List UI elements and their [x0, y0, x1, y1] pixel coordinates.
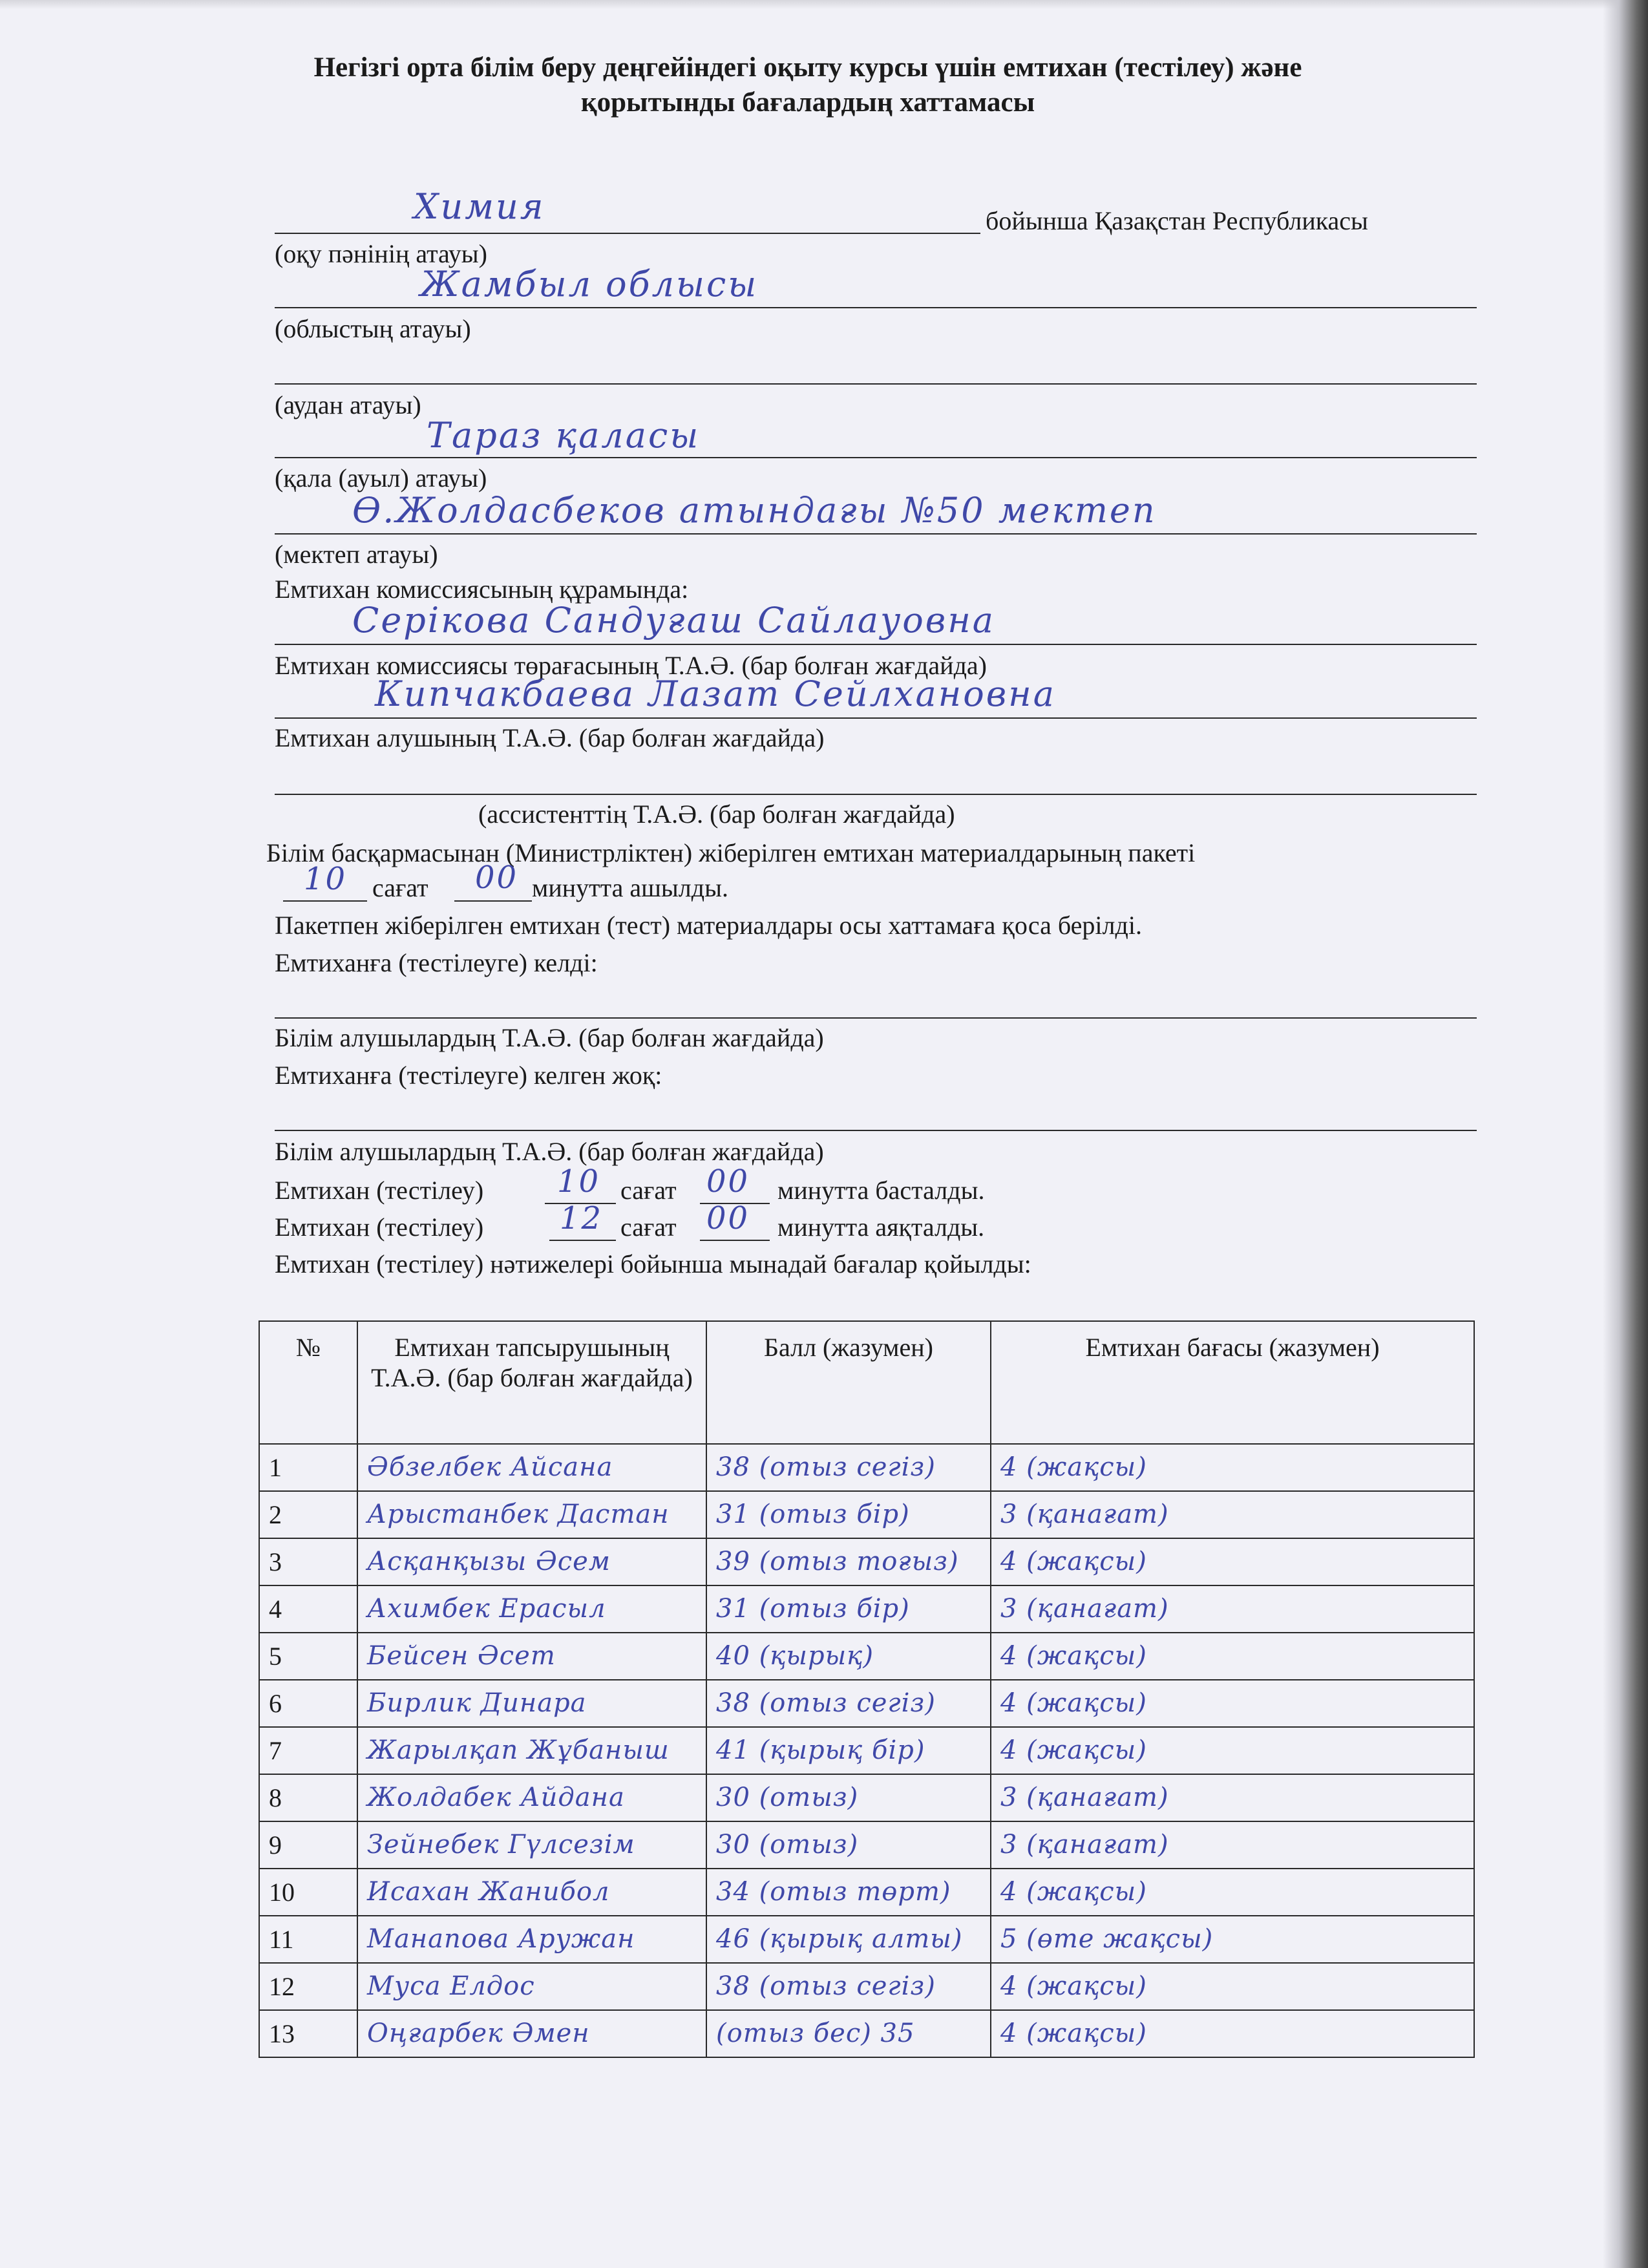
chair-field[interactable]: Серікова Сандуғаш Сайлауовна — [352, 600, 995, 641]
score-cell[interactable] — [706, 1821, 991, 1869]
city-caption: (қала (ауыл) атауы) — [275, 463, 487, 493]
absent-label: Емтиханға (тестілеуге) келген жоқ: — [275, 1061, 662, 1090]
score-text: 39 (отыз тоғыз) — [716, 1547, 959, 1576]
score-cell[interactable] — [706, 1491, 991, 1538]
table-row — [259, 1680, 1474, 1727]
subject-field[interactable]: Химия — [414, 186, 545, 227]
score-cell[interactable] — [706, 1869, 991, 1916]
score-cell[interactable] — [706, 1633, 991, 1680]
score-text: 30 (отыз) — [716, 1783, 859, 1812]
grade-cell[interactable] — [991, 1916, 1474, 1963]
student-name-cell[interactable] — [357, 1727, 706, 1774]
table-row — [259, 1538, 1474, 1585]
row-number: 9 — [259, 1821, 357, 1869]
col-header-score: Балл (жазумен) — [706, 1321, 991, 1444]
package-minute-label: минутта ашылды. — [532, 873, 728, 902]
row-number: 8 — [259, 1774, 357, 1821]
district-underline — [275, 383, 1477, 385]
score-text: 38 (отыз сегіз) — [716, 1971, 936, 2001]
col-header-name: Емтихан тапсырушының Т.А.Ә. (бар болған жағдайда) — [357, 1321, 706, 1444]
row-number: 2 — [259, 1491, 357, 1538]
examiner-field[interactable]: Кипчакбаева Лазат Сейлхановна — [375, 673, 1056, 714]
package-text: Білім басқармасынан (Министрліктен) жіберілген емтихан материалдарының пакеті — [266, 838, 1196, 867]
package-hour-label: сағат — [372, 873, 428, 902]
commission-label: Емтихан комиссиясының құрамында: — [275, 575, 689, 604]
student-name-text: Жолдабек Айдана — [367, 1783, 625, 1812]
score-cell[interactable] — [706, 1585, 991, 1633]
score-cell[interactable] — [706, 1774, 991, 1821]
score-text: 46 (қырық алты) — [716, 1924, 963, 1954]
results-table-header — [259, 1321, 1474, 1444]
results-intro: Емтихан (тестілеу) нәтижелері бойынша мынадай бағалар қойылды: — [275, 1249, 1031, 1278]
absent-underline — [275, 1130, 1477, 1131]
package-hour-underline — [283, 900, 367, 902]
grade-cell[interactable] — [991, 1538, 1474, 1585]
package-minute-underline — [454, 900, 532, 902]
col-header-number: № — [259, 1321, 357, 1444]
scan-top-edge — [0, 0, 1648, 9]
student-name-text: Бирлик Динара — [367, 1688, 587, 1718]
student-name-text: Муса Елдос — [367, 1971, 535, 2001]
results-table — [259, 1320, 1475, 2058]
student-name-text: Исахан Жанибол — [367, 1877, 610, 1907]
grade-cell[interactable] — [991, 1633, 1474, 1680]
region-underline — [275, 307, 1477, 308]
city-field[interactable]: Тараз қаласы — [427, 415, 701, 456]
table-row — [259, 1821, 1474, 1869]
row-number: 5 — [259, 1633, 357, 1680]
grade-cell[interactable] — [991, 2010, 1474, 2057]
grade-text: 4 (жақсы) — [1000, 2019, 1147, 2048]
student-name-text: Зейнебек Гүлсезім — [367, 1830, 635, 1860]
city-underline — [275, 457, 1477, 458]
table-row — [259, 1491, 1474, 1538]
score-text: 40 (қырық) — [716, 1641, 874, 1671]
row-number: 1 — [259, 1444, 357, 1491]
row-number: 7 — [259, 1727, 357, 1774]
score-text: 41 (қырық бір) — [716, 1735, 925, 1765]
table-row — [259, 1774, 1474, 1821]
subject-caption: (оқу пәнінің атауы) — [275, 239, 487, 268]
chair-caption: Емтихан комиссиясы төрағасының Т.А.Ә. (бар болған жағдайда) — [275, 651, 987, 680]
grade-cell[interactable] — [991, 1774, 1474, 1821]
student-name-text: Арыстанбек Дастан — [367, 1500, 670, 1529]
student-name-cell[interactable] — [357, 1633, 706, 1680]
end-min-underline — [700, 1240, 770, 1241]
student-name-cell[interactable] — [357, 2010, 706, 2057]
student-name-cell[interactable] — [357, 1585, 706, 1633]
col-header-grade: Емтихан бағасы (жазумен) — [991, 1321, 1474, 1444]
grade-text: 4 (жақсы) — [1000, 1735, 1147, 1765]
score-text: 34 (отыз төрт) — [716, 1877, 951, 1907]
start-hour-label: сағат — [620, 1176, 677, 1205]
grade-text: 4 (жақсы) — [1000, 1688, 1147, 1718]
student-name-text: Әбзелбек Айсана — [367, 1452, 613, 1482]
package-minute-field[interactable]: 00 — [475, 860, 519, 896]
table-row — [259, 1916, 1474, 1963]
table-row — [259, 2010, 1474, 2057]
score-text: 30 (отыз) — [716, 1830, 859, 1860]
student-name-cell[interactable] — [357, 1963, 706, 2010]
results-table-body — [259, 1444, 1474, 2057]
title-line-2: қорытынды бағалардың хаттамасы — [580, 87, 1035, 118]
grade-text: 4 (жақсы) — [1000, 1452, 1147, 1482]
score-cell[interactable] — [706, 1727, 991, 1774]
student-name-text: Оңғарбек Әмен — [367, 2019, 590, 2048]
grade-text: 4 (жақсы) — [1000, 1641, 1147, 1671]
grade-text: 4 (жақсы) — [1000, 1971, 1147, 2001]
score-cell[interactable] — [706, 1444, 991, 1491]
score-cell[interactable] — [706, 1680, 991, 1727]
came-caption: Білім алушылардың Т.А.Ә. (бар болған жағдайда) — [275, 1023, 824, 1052]
table-row — [259, 1444, 1474, 1491]
score-cell[interactable] — [706, 1538, 991, 1585]
grade-cell[interactable] — [991, 1727, 1474, 1774]
start-min-field[interactable]: 00 — [706, 1163, 750, 1200]
student-name-cell[interactable] — [357, 1869, 706, 1916]
row-number: 4 — [259, 1585, 357, 1633]
came-underline — [275, 1017, 1477, 1019]
row-number: 13 — [259, 2010, 357, 2057]
end-suffix: минутта аяқталды. — [777, 1213, 985, 1242]
grade-cell[interactable] — [991, 1963, 1474, 2010]
school-field[interactable]: Ө.Жолдасбеков атындағы №50 мектеп — [352, 490, 1157, 531]
grade-text: 5 (өте жақсы) — [1000, 1924, 1214, 1954]
region-caption: (облыстың атауы) — [275, 314, 471, 343]
grade-cell[interactable] — [991, 1491, 1474, 1538]
end-prefix: Емтихан (тестілеу) — [275, 1213, 484, 1242]
score-text: 38 (отыз сегіз) — [716, 1452, 936, 1482]
grade-text: 3 (қанағат) — [1000, 1594, 1169, 1624]
student-name-cell[interactable] — [357, 1821, 706, 1869]
absent-caption: Білім алушылардың Т.А.Ә. (бар болған жағдайда) — [275, 1137, 824, 1166]
grade-cell[interactable] — [991, 1680, 1474, 1727]
subject-suffix: бойынша Қазақстан Республикасы — [986, 206, 1368, 235]
student-name-text: Асқанқызы Әсем — [367, 1547, 611, 1576]
score-cell[interactable] — [706, 1916, 991, 1963]
school-caption: (мектеп атауы) — [275, 540, 438, 569]
start-prefix: Емтихан (тестілеу) — [275, 1176, 484, 1205]
student-name-cell[interactable] — [357, 1916, 706, 1963]
district-caption: (аудан атауы) — [275, 390, 421, 419]
student-name-cell[interactable] — [357, 1774, 706, 1821]
title-line-1: Негізгі орта білім беру деңгейіндегі оқыту курсы үшін емтихан (тестілеу) және — [313, 52, 1302, 83]
table-row — [259, 1633, 1474, 1680]
package-attached-text: Пакетпен жіберілген емтихан (тест) материалдары осы хаттамаға қоса берілді. — [275, 911, 1142, 940]
start-suffix: минутта басталды. — [777, 1176, 985, 1205]
student-name-cell[interactable] — [357, 1491, 706, 1538]
end-min-field[interactable]: 00 — [706, 1200, 750, 1236]
grade-cell[interactable] — [991, 1869, 1474, 1916]
grade-cell[interactable] — [991, 1821, 1474, 1869]
row-number: 11 — [259, 1916, 357, 1963]
end-hour-underline — [549, 1240, 616, 1241]
assistant-caption: (ассистенттің Т.А.Ә. (бар болған жағдайда) — [478, 800, 955, 829]
examiner-caption: Емтихан алушының Т.А.Ә. (бар болған жағдайда) — [275, 723, 825, 752]
grade-cell[interactable] — [991, 1444, 1474, 1491]
row-number: 3 — [259, 1538, 357, 1585]
table-row — [259, 1869, 1474, 1916]
school-underline — [275, 533, 1477, 535]
grade-text: 3 (қанағат) — [1000, 1830, 1169, 1860]
row-number: 12 — [259, 1963, 357, 2010]
score-text: 31 (отыз бір) — [716, 1594, 910, 1624]
scan-right-edge — [1603, 0, 1648, 2268]
came-label: Емтиханға (тестілеуге) келді: — [275, 948, 598, 977]
chair-underline — [275, 644, 1477, 645]
student-name-text: Жарылқап Жұбаныш — [367, 1735, 670, 1765]
student-name-text: Манапова Аружан — [367, 1924, 635, 1954]
start-hour-field[interactable]: 10 — [557, 1163, 601, 1200]
student-name-cell[interactable] — [357, 1444, 706, 1491]
assistant-underline — [275, 794, 1477, 795]
score-cell[interactable] — [706, 1963, 991, 2010]
end-hour-label: сағат — [620, 1213, 677, 1242]
score-text: 31 (отыз бір) — [716, 1500, 910, 1529]
package-hour-field[interactable]: 10 — [304, 861, 348, 897]
score-text: 38 (отыз сегіз) — [716, 1688, 936, 1718]
end-hour-field[interactable]: 12 — [560, 1200, 604, 1236]
examiner-underline — [275, 717, 1477, 719]
table-row — [259, 1727, 1474, 1774]
table-row — [259, 1963, 1474, 2010]
document-title — [213, 50, 1402, 120]
grade-cell[interactable] — [991, 1585, 1474, 1633]
student-name-cell[interactable] — [357, 1680, 706, 1727]
student-name-cell[interactable] — [357, 1538, 706, 1585]
row-number: 10 — [259, 1869, 357, 1916]
score-text: (отыз бес) 35 — [716, 2019, 915, 2048]
grade-text: 3 (қанағат) — [1000, 1500, 1169, 1529]
row-number: 6 — [259, 1680, 357, 1727]
score-cell[interactable] — [706, 2010, 991, 2057]
table-row — [259, 1585, 1474, 1633]
region-field[interactable]: Жамбыл облысы — [420, 264, 759, 304]
grade-text: 3 (қанағат) — [1000, 1783, 1169, 1812]
grade-text: 4 (жақсы) — [1000, 1547, 1147, 1576]
subject-underline — [275, 233, 980, 234]
student-name-text: Ахимбек Ерасыл — [367, 1594, 606, 1624]
student-name-text: Бейсен Әсет — [367, 1641, 556, 1671]
grade-text: 4 (жақсы) — [1000, 1877, 1147, 1907]
